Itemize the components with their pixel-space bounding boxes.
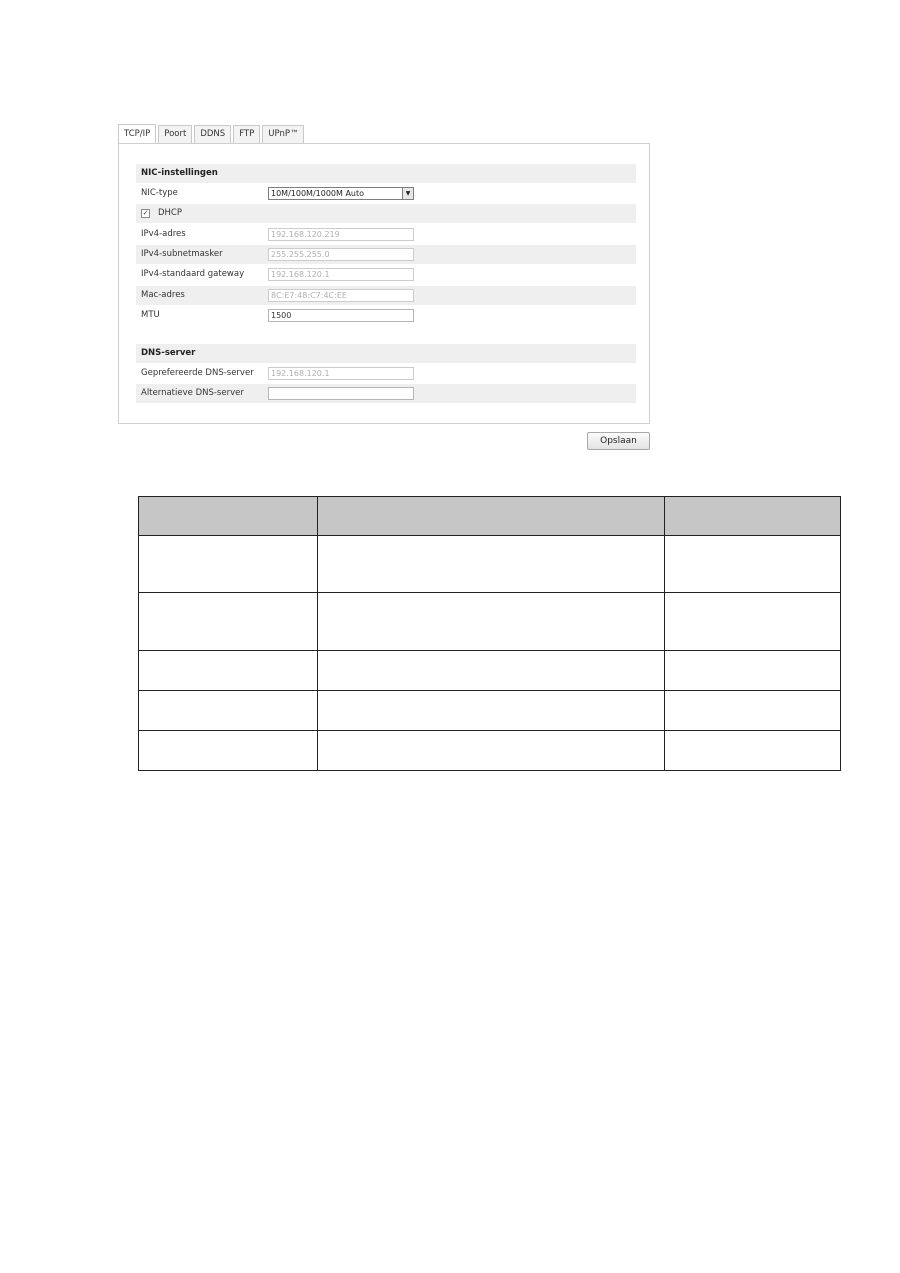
table-cell — [665, 593, 841, 650]
table-cell — [665, 690, 841, 730]
chevron-down-icon[interactable]: ▼ — [402, 188, 413, 199]
nic-type-row — [136, 184, 636, 203]
mac-address-label: Mac-adres — [141, 290, 185, 300]
nic-type-selected-value: 10M/100M/1000M Auto — [271, 189, 365, 198]
ipv4-address-row — [136, 225, 636, 244]
table-header-cell — [665, 497, 841, 536]
table-row — [139, 650, 841, 690]
tab-ftp[interactable]: FTP — [233, 125, 260, 143]
tab-ddns[interactable]: DDNS — [194, 125, 231, 143]
tab-tcp-ip[interactable]: TCP/IP — [118, 124, 156, 144]
mac-address-field[interactable]: 8C:E7:48:C7:4C:EE — [268, 289, 414, 302]
ipv4-address-label: IPv4-adres — [141, 229, 186, 239]
table-row — [139, 593, 841, 650]
preferred-dns-row — [136, 364, 636, 383]
ipv4-subnet-field[interactable]: 255.255.255.0 — [268, 248, 414, 261]
parameter-table — [138, 496, 841, 771]
table-cell — [139, 593, 318, 650]
nic-section-header — [136, 164, 636, 183]
table-cell — [139, 536, 318, 593]
preferred-dns-field[interactable]: 192.168.120.1 — [268, 367, 414, 380]
preferred-dns-label: Geprefereerde DNS-server — [141, 368, 254, 378]
ipv4-address-field[interactable]: 192.168.120.219 — [268, 228, 414, 241]
table-cell — [665, 650, 841, 690]
tcp-ip-settings-panel — [118, 143, 650, 424]
nic-type-select[interactable] — [268, 187, 414, 200]
mtu-label: MTU — [141, 310, 160, 320]
mtu-field[interactable]: 1500 — [268, 309, 414, 322]
table-cell — [665, 730, 841, 770]
table-cell — [318, 730, 665, 770]
dns-section-title: DNS-server — [141, 348, 196, 358]
dhcp-checkbox[interactable]: ✓ — [142, 209, 149, 217]
table-cell — [318, 650, 665, 690]
mac-address-row — [136, 286, 636, 305]
table-row — [139, 536, 841, 593]
ipv4-gateway-row — [136, 265, 636, 284]
tab-upnp[interactable]: UPnP™ — [262, 125, 304, 143]
table-cell — [665, 536, 841, 593]
table-cell — [318, 593, 665, 650]
alternate-dns-row — [136, 384, 636, 403]
ipv4-subnet-label: IPv4-subnetmasker — [141, 249, 223, 259]
alternate-dns-field[interactable] — [268, 387, 414, 400]
table-cell — [139, 690, 318, 730]
mtu-row — [136, 306, 636, 325]
table-row — [139, 690, 841, 730]
alternate-dns-label: Alternatieve DNS-server — [141, 388, 244, 398]
dhcp-row — [136, 204, 636, 223]
ipv4-subnet-row — [136, 245, 636, 264]
table-cell — [139, 730, 318, 770]
ipv4-gateway-field[interactable]: 192.168.120.1 — [268, 268, 414, 281]
save-button[interactable]: Opslaan — [587, 432, 650, 450]
table-cell — [318, 536, 665, 593]
table-row — [139, 730, 841, 770]
nic-section-title: NIC-instellingen — [141, 168, 218, 178]
table-header-cell — [318, 497, 665, 536]
table-header-row — [139, 497, 841, 536]
table-header-cell — [139, 497, 318, 536]
ipv4-gateway-label: IPv4-standaard gateway — [141, 269, 245, 279]
tab-poort[interactable]: Poort — [158, 125, 192, 143]
nic-type-label: NIC-type — [141, 188, 178, 198]
settings-tabs — [118, 125, 306, 144]
table-cell — [139, 650, 318, 690]
table-cell — [318, 690, 665, 730]
dns-section-header — [136, 344, 636, 363]
dhcp-label: DHCP — [158, 208, 182, 218]
